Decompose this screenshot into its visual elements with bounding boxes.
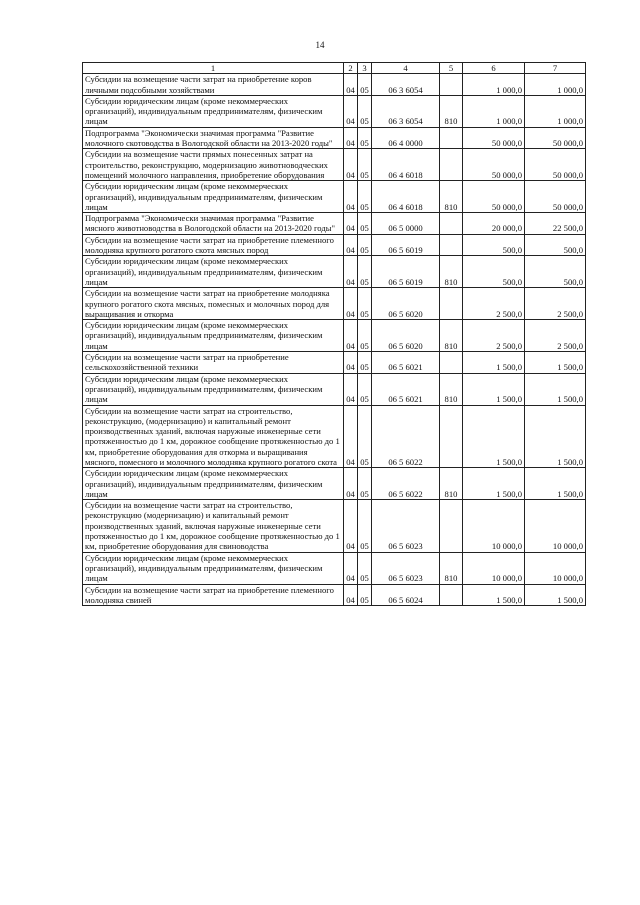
section-code: 04 (344, 256, 358, 288)
expense-type-code: 810 (440, 95, 463, 127)
subsection-code: 05 (358, 288, 372, 320)
expense-type-code (440, 127, 463, 149)
row-description: Субсидии юридическим лицам (кроме некоммерческих организаций), индивидуальным предпринимателям, физическим лицам (83, 181, 344, 213)
amount-col-7: 1 000,0 (525, 74, 586, 96)
amount-col-7: 50 000,0 (525, 181, 586, 213)
table-row (83, 288, 586, 320)
target-article-code: 06 5 6020 (372, 320, 440, 352)
row-description: Субсидии на возмещение части затрат на строительство, реконструкцию, (модернизацию) и капитальный ремонт производственных зданий, включая наружные инженерные сети протяженностью до 1 км, дорожное сообщение протяженностью до 1 км, приобретение оборудования для откорма и выращивания мясного, помесного и молочного молодняка крупного рогатого скота (83, 405, 344, 468)
table-row (83, 213, 586, 235)
subsection-code: 05 (358, 74, 372, 96)
row-description: Субсидии на возмещение части затрат на приобретение племенного молодняка крупного рогатого скота мясных пород (83, 234, 344, 256)
table-header (83, 63, 586, 74)
header-cell: 6 (463, 63, 525, 74)
amount-col-6: 1 000,0 (463, 95, 525, 127)
section-code: 04 (344, 468, 358, 500)
amount-col-7: 22 500,0 (525, 213, 586, 235)
expense-type-code: 810 (440, 256, 463, 288)
row-description: Субсидии юридическим лицам (кроме некоммерческих организаций), индивидуальным предпринимателям, физическим лицам (83, 373, 344, 405)
expense-type-code (440, 405, 463, 468)
amount-col-6: 500,0 (463, 234, 525, 256)
expense-type-code: 810 (440, 373, 463, 405)
header-cell: 7 (525, 63, 586, 74)
row-description: Субсидии юридическим лицам (кроме некоммерческих организаций), индивидуальным предпринимателям, физическим лицам (83, 256, 344, 288)
header-row (83, 63, 586, 74)
amount-col-6: 1 000,0 (463, 74, 525, 96)
amount-col-7: 1 000,0 (525, 95, 586, 127)
subsection-code: 05 (358, 181, 372, 213)
amount-col-6: 1 500,0 (463, 468, 525, 500)
amount-col-7: 1 500,0 (525, 468, 586, 500)
section-code: 04 (344, 181, 358, 213)
table-row (83, 373, 586, 405)
amount-col-7: 2 500,0 (525, 288, 586, 320)
amount-col-6: 1 500,0 (463, 352, 525, 374)
section-code: 04 (344, 74, 358, 96)
target-article-code: 06 5 6022 (372, 405, 440, 468)
target-article-code: 06 5 6021 (372, 373, 440, 405)
row-description: Субсидии юридическим лицам (кроме некоммерческих организаций), индивидуальным предпринимателям, физическим лицам (83, 320, 344, 352)
table-row (83, 352, 586, 374)
target-article-code: 06 5 0000 (372, 213, 440, 235)
amount-col-6: 500,0 (463, 256, 525, 288)
expense-type-code (440, 500, 463, 552)
target-article-code: 06 5 6023 (372, 500, 440, 552)
amount-col-7: 50 000,0 (525, 127, 586, 149)
subsection-code: 05 (358, 320, 372, 352)
header-cell: 5 (440, 63, 463, 74)
row-description: Субсидии на возмещение части затрат на приобретение сельскохозяйственной техники (83, 352, 344, 374)
table-body (83, 74, 586, 606)
section-code: 04 (344, 288, 358, 320)
row-description: Субсидии на возмещение части затрат на строительство, реконструкцию (модернизацию) и капитальный ремонт производственных зданий, включая наружные инженерные сети протяженностью до 1 км, дорожное сообщение протяженностью до 1 км, приобретение оборудования для свиноводства (83, 500, 344, 552)
subsection-code: 05 (358, 213, 372, 235)
subsection-code: 05 (358, 127, 372, 149)
subsection-code: 05 (358, 234, 372, 256)
amount-col-7: 10 000,0 (525, 500, 586, 552)
table-row (83, 234, 586, 256)
amount-col-6: 50 000,0 (463, 181, 525, 213)
subsection-code: 05 (358, 552, 372, 584)
subsection-code: 05 (358, 149, 372, 181)
row-description: Субсидии на возмещение части прямых понесенных затрат на строительство, реконструкцию, модернизацию животноводческих помещений молочного направления, приобретение оборудования (83, 149, 344, 181)
section-code: 04 (344, 500, 358, 552)
table-row (83, 95, 586, 127)
amount-col-6: 2 500,0 (463, 288, 525, 320)
subsection-code: 05 (358, 500, 372, 552)
amount-col-7: 500,0 (525, 256, 586, 288)
amount-col-6: 10 000,0 (463, 552, 525, 584)
table-row (83, 74, 586, 96)
subsection-code: 05 (358, 95, 372, 127)
amount-col-7: 10 000,0 (525, 552, 586, 584)
expense-type-code (440, 213, 463, 235)
section-code: 04 (344, 584, 358, 606)
subsection-code: 05 (358, 468, 372, 500)
expense-type-code (440, 74, 463, 96)
section-code: 04 (344, 95, 358, 127)
amount-col-7: 1 500,0 (525, 405, 586, 468)
target-article-code: 06 5 6019 (372, 256, 440, 288)
target-article-code: 06 5 6024 (372, 584, 440, 606)
section-code: 04 (344, 149, 358, 181)
header-cell: 3 (358, 63, 372, 74)
section-code: 04 (344, 320, 358, 352)
amount-col-7: 1 500,0 (525, 373, 586, 405)
expense-type-code (440, 352, 463, 374)
row-description: Субсидии юридическим лицам (кроме некоммерческих организаций), индивидуальным предпринимателям, физическим лицам (83, 468, 344, 500)
table-row (83, 405, 586, 468)
page-number: 14 (315, 40, 325, 50)
table-row (83, 149, 586, 181)
expense-type-code (440, 149, 463, 181)
amount-col-6: 10 000,0 (463, 500, 525, 552)
target-article-code: 06 5 6019 (372, 234, 440, 256)
row-description: Подпрограмма "Экономически значимая программа "Развитие мясного животноводства в Вологодской области на 2013-2020 годы" (83, 213, 344, 235)
row-description: Субсидии юридическим лицам (кроме некоммерческих организаций), индивидуальным предпринимателям, физическим лицам (83, 95, 344, 127)
budget-table (82, 62, 586, 606)
expense-type-code (440, 584, 463, 606)
subsection-code: 05 (358, 405, 372, 468)
section-code: 04 (344, 352, 358, 374)
row-description: Субсидии на возмещение части затрат на приобретение молодняка крупного рогатого скота мясных, помесных и молочных пород для выращивания и откорма (83, 288, 344, 320)
target-article-code: 06 5 6020 (372, 288, 440, 320)
subsection-code: 05 (358, 584, 372, 606)
expense-type-code: 810 (440, 320, 463, 352)
target-article-code: 06 3 6054 (372, 95, 440, 127)
section-code: 04 (344, 373, 358, 405)
header-cell: 4 (372, 63, 440, 74)
amount-col-6: 1 500,0 (463, 373, 525, 405)
amount-col-6: 2 500,0 (463, 320, 525, 352)
target-article-code: 06 4 6018 (372, 181, 440, 213)
row-description: Субсидии юридическим лицам (кроме некоммерческих организаций), индивидуальным предпринимателям, физическим лицам (83, 552, 344, 584)
row-description: Подпрограмма "Экономически значимая программа "Развитие молочного скотоводства в Вологодской области на 2013-2020 годы" (83, 127, 344, 149)
table-row (83, 584, 586, 606)
subsection-code: 05 (358, 373, 372, 405)
amount-col-7: 1 500,0 (525, 352, 586, 374)
expense-type-code: 810 (440, 468, 463, 500)
target-article-code: 06 4 6018 (372, 149, 440, 181)
target-article-code: 06 4 0000 (372, 127, 440, 149)
target-article-code: 06 3 6054 (372, 74, 440, 96)
amount-col-7: 50 000,0 (525, 149, 586, 181)
amount-col-6: 50 000,0 (463, 127, 525, 149)
header-cell: 2 (344, 63, 358, 74)
amount-col-6: 50 000,0 (463, 149, 525, 181)
amount-col-6: 1 500,0 (463, 405, 525, 468)
target-article-code: 06 5 6023 (372, 552, 440, 584)
table-row (83, 500, 586, 552)
section-code: 04 (344, 405, 358, 468)
amount-col-7: 500,0 (525, 234, 586, 256)
subsection-code: 05 (358, 352, 372, 374)
expense-type-code: 810 (440, 552, 463, 584)
target-article-code: 06 5 6021 (372, 352, 440, 374)
section-code: 04 (344, 127, 358, 149)
header-cell: 1 (83, 63, 344, 74)
row-description: Субсидии на возмещение части затрат на приобретение коров личными подсобными хозяйствами (83, 74, 344, 96)
section-code: 04 (344, 552, 358, 584)
row-description: Субсидии на возмещение части затрат на приобретение племенного молодняка свиней (83, 584, 344, 606)
subsection-code: 05 (358, 256, 372, 288)
table-row (83, 552, 586, 584)
table-row (83, 468, 586, 500)
expense-type-code (440, 234, 463, 256)
expense-type-code (440, 288, 463, 320)
table-row (83, 127, 586, 149)
amount-col-7: 2 500,0 (525, 320, 586, 352)
amount-col-6: 20 000,0 (463, 213, 525, 235)
target-article-code: 06 5 6022 (372, 468, 440, 500)
section-code: 04 (344, 213, 358, 235)
table-row (83, 181, 586, 213)
table-row (83, 256, 586, 288)
section-code: 04 (344, 234, 358, 256)
table-row (83, 320, 586, 352)
expense-type-code: 810 (440, 181, 463, 213)
amount-col-6: 1 500,0 (463, 584, 525, 606)
amount-col-7: 1 500,0 (525, 584, 586, 606)
